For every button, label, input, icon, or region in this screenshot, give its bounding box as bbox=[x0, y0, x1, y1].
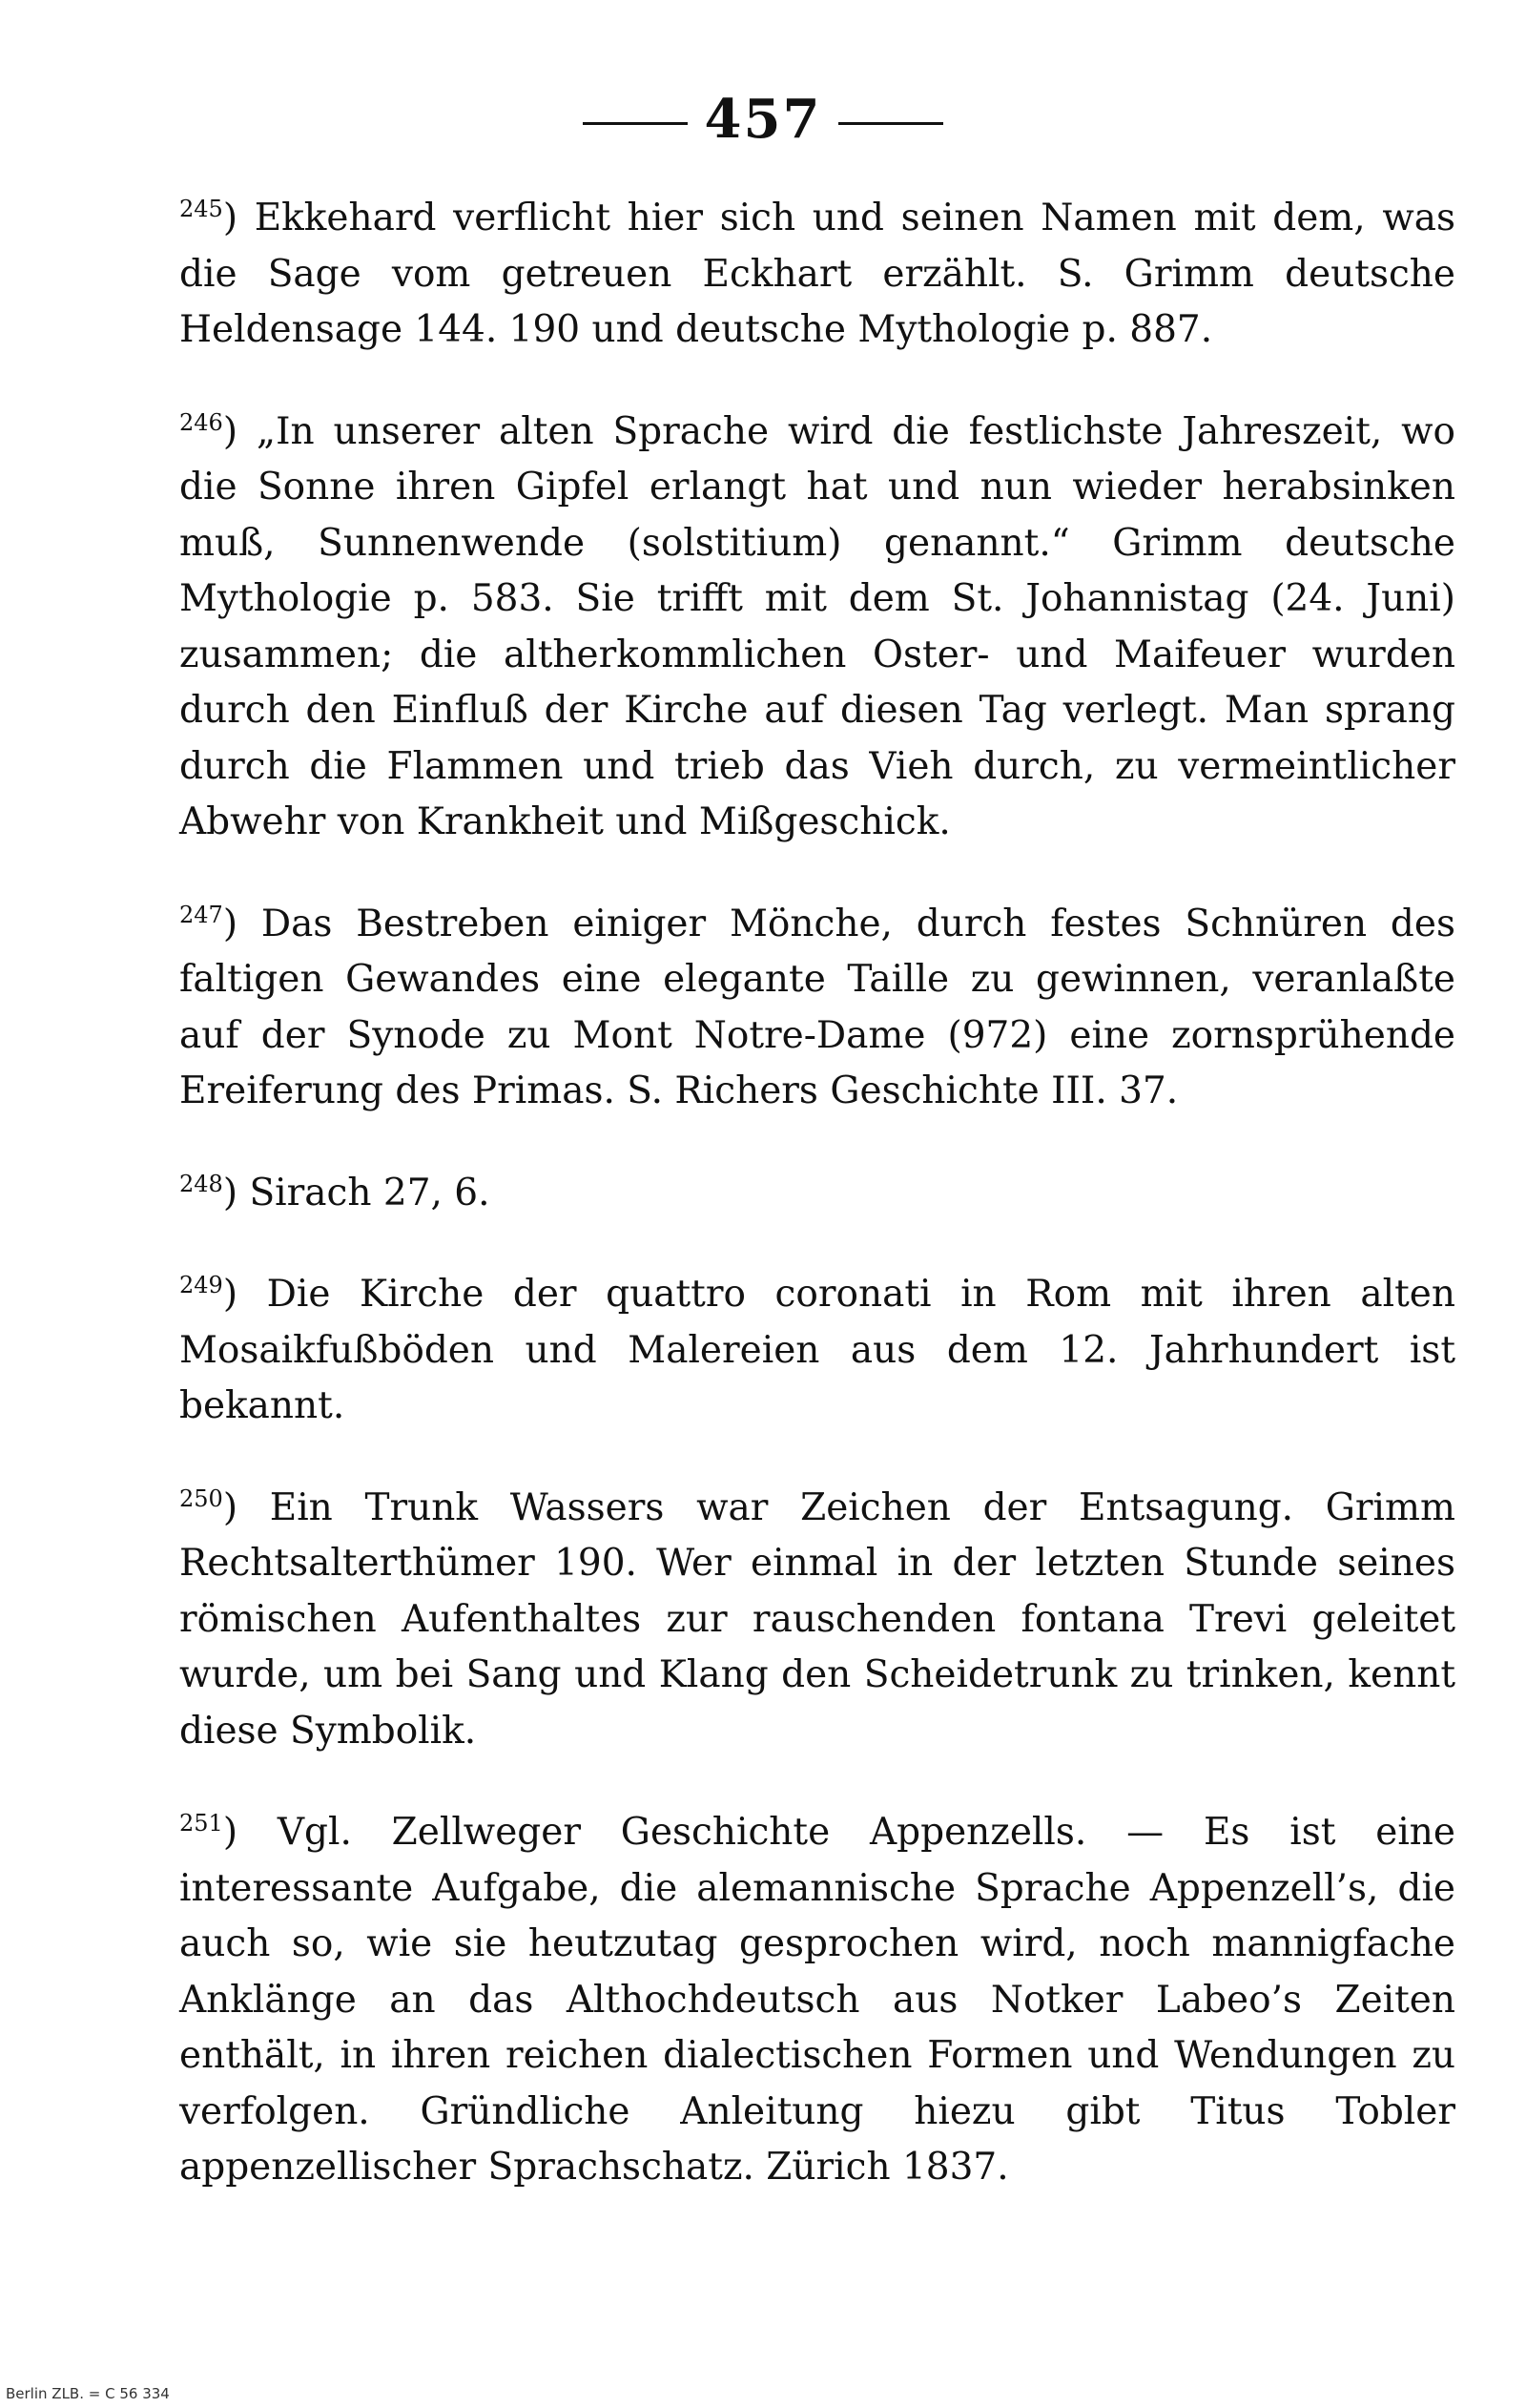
note-text: Vgl. Zellweger Geschichte Appenzells. — Es ist eine interessante Aufgabe, die alemannische Sprache Appenzell’s, die auch so, wie sie heutzutag gesprochen wird, noch mannigfache Anklänge an das Althochdeutsch aus Notker Labeo’s Zeiten enthält, in ihren reichen dialectischen Formen und Wendungen zu verfolgen. Gründliche Anleitung hiezu gibt Titus Tobler appenzellischer Sprachschatz. Zürich 1837. bbox=[179, 1811, 1455, 2189]
note-251: $^{251}$) Vgl. Zellweger Geschichte Appenzells. — Es ist eine interessante Aufgabe, die alemannische Sprache Appenzell’s, die auch so, wie sie heutzutag gesprochen wird, noch mannigfache Anklänge an das Althochdeutsch aus Notker Labeo’s Zeiten enthält, in ihren reichen dialectischen Formen und Wendungen zu verfolgen. Gründliche Anleitung hiezu gibt Titus Tobler appenzellischer Sprachschatz. Zürich 1837. bbox=[179, 1810, 1455, 2189]
note-number: 249 bbox=[179, 1272, 223, 1298]
note-246: $^{246}$) „In unserer alten Sprache wird die festlichste Jahreszeit, wo die Sonne ihren Gipfel erlangt hat und nun wieder herabsinken muß, Sunnenwende (solstitium) genannt.“ Grimm deutsche Mythologie p. 583. Sie trifft mit dem St. Johannistag (24. Juni) zusammen; die altherkommlichen Oster- und Maifeuer wurden durch den Einfluß der Kirche auf diesen Tag verlegt. Man sprang durch die Flammen und trieb das Vieh durch, zu vermeintlicher Abwehr von Krankheit und Mißgeschick. bbox=[179, 408, 1455, 843]
note-249: $^{249}$) Die Kirche der quattro coronati in Rom mit ihren alten Mosaikfußböden und Malereien aus dem 12. Jahrhundert ist bekannt. bbox=[179, 1272, 1455, 1427]
note-247: $^{247}$) Das Bestreben einiger Mönche, durch festes Schnüren des faltigen Gewandes eine elegante Taille zu gewinnen, veranlaßte auf der Synode zu Mont Notre-Dame (972) eine zornsprühende Ereiferung des Primas. S. Richers Geschichte III. 37. bbox=[179, 901, 1455, 1112]
note-text: „In unserer alten Sprache wird die festlichste Jahreszeit, wo die Sonne ihren Gipfel erlangt hat und nun wieder herabsinken muß, Sunnenwende (solstitium) genannt.“ Grimm deutsche Mythologie p. 583. Sie trifft mit dem St. Johannistag (24. Juni) zusammen; die altherkommlichen Oster- und Maifeuer wurden durch den Einfluß der Kirche auf diesen Tag verlegt. Man sprang durch die Flammen und trieb das Vieh durch, zu vermeintlicher Abwehr von Krankheit und Mißgeschick. bbox=[179, 409, 1455, 843]
note-number: 246 bbox=[179, 408, 223, 436]
endnotes bbox=[179, 191, 1455, 2196]
note-250: $^{250}$) Ein Trunk Wassers war Zeichen der Entsagung. Grimm Rechtsalterthümer 190. Wer einmal in der letzten Stunde seines römischen Aufenthaltes zur rauschenden fontana Trevi geleitet wurde, um bei Sang und Klang den Scheidetrunk zu trinken, kennt diese Symbolik. bbox=[179, 1484, 1455, 1753]
page-number bbox=[0, 88, 1526, 151]
note-number: 251 bbox=[179, 1810, 223, 1837]
library-shelfmark: Berlin ZLB. = C 56 334 bbox=[6, 2385, 170, 2402]
note-number: 245 bbox=[179, 196, 223, 222]
note-number: 248 bbox=[179, 1170, 223, 1197]
rule-right bbox=[838, 122, 943, 125]
note-text: Sirach 27, 6. bbox=[249, 1171, 490, 1214]
page-number-value: 457 bbox=[704, 88, 822, 151]
note-number: 247 bbox=[179, 901, 223, 928]
note-245: $^{245}$) Ekkehard verflicht hier sich und seinen Namen mit dem, was die Sage vom getreuen Eckhart erzählt. S. Grimm deutsche Heldensage 144. 190 und deutsche Mythologie p. 887. bbox=[179, 196, 1455, 351]
note-text: Die Kirche der quattro coronati in Rom mit ihren alten Mosaikfußböden und Malereien aus dem 12. Jahrhundert ist bekannt. bbox=[179, 1273, 1455, 1427]
note-text: Ekkehard verflicht hier sich und seinen Namen mit dem, was die Sage vom getreuen Eckhart erzählt. S. Grimm deutsche Heldensage 144. 190 und deutsche Mythologie p. 887. bbox=[179, 197, 1455, 351]
note-number: 250 bbox=[179, 1484, 223, 1512]
note-text: Das Bestreben einiger Mönche, durch festes Schnüren des faltigen Gewandes eine elegante Taille zu gewinnen, veranlaßte auf der Synode zu Mont Notre-Dame (972) eine zornsprühende Ereiferung des Primas. S. Richers Geschichte III. 37. bbox=[179, 902, 1455, 1112]
rule-left bbox=[583, 122, 688, 125]
note-text: Ein Trunk Wassers war Zeichen der Entsagung. Grimm Rechtsalterthümer 190. Wer einmal in der letzten Stunde seines römischen Aufenthaltes zur rauschenden fontana Trevi geleitet wurde, um bei Sang und Klang den Scheidetrunk zu trinken, kennt diese Symbolik. bbox=[179, 1485, 1455, 1753]
note-248: $^{248}$) Sirach 27, 6. bbox=[179, 1170, 490, 1214]
